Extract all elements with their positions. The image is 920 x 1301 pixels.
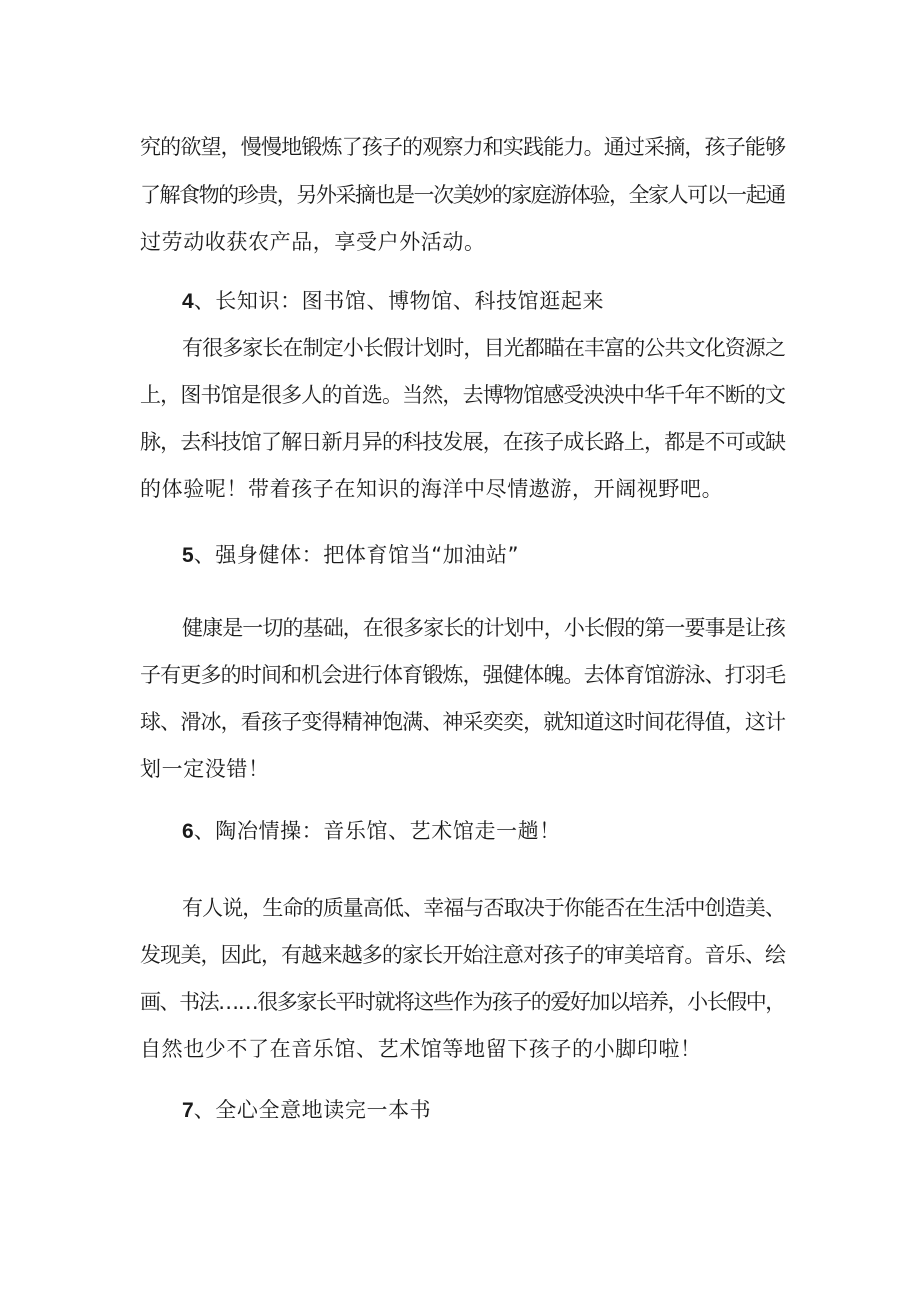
paragraph-line: 过劳动收获农产品，享受户外活动。 [140,230,486,254]
section-number: 7 [182,1099,194,1122]
paragraph-line: 发现美，因此，有越来越多的家长开始注意对孩子的审美培育。音乐、绘 [140,943,786,967]
paragraph-line: 健康是一切的基础，在很多家长的计划中，小长假的第一要事是让孩 [182,616,785,640]
paragraph-line: 子有更多的时间和机会进行体育锻炼，强健体魄。去体育馆游泳、打羽毛 [140,663,786,687]
paragraph-line: 脉，去科技馆了解日新月异的科技发展，在孩子成长路上，都是不可或缺 [140,430,786,454]
section-title: 、全心全意地读完一本书 [193,1098,432,1122]
paragraph-line: 有人说，生命的质量高低、幸福与否取决于你能否在生活中创造美、 [182,896,785,920]
section-heading-4 [182,286,604,316]
paragraph-line: 球、滑冰，看孩子变得精神饱满、神采奕奕，就知道这时间花得值，这计 [140,710,786,734]
section-title: 、强身健体：把体育馆当“加油站” [193,543,520,567]
section-number: 5 [182,544,194,567]
paragraph-line: 究的欲望，慢慢地锻炼了孩子的观察力和实践能力。通过采摘，孩子能够 [140,135,786,159]
paragraph-line: 划一定没错！ [140,757,270,781]
paragraph-line: 上，图书馆是很多人的首选。当然，去博物馆感受泱泱中华千年不断的文 [140,383,786,407]
paragraph-line: 的体验呢！带着孩子在知识的海洋中尽情遨游，开阔视野吧。 [140,477,724,501]
section-heading-6 [182,816,561,846]
section-heading-7 [182,1095,431,1125]
section-title: 、长知识：图书馆、博物馆、科技馆逛起来 [193,289,605,313]
paragraph-line: 自然也少不了在音乐馆、艺术馆等地留下孩子的小脚印啦！ [140,1037,702,1061]
paragraph-line: 画、书法……很多家长平时就将这些作为孩子的爱好加以培养，小长假中， [140,990,785,1014]
section-title: 、陶冶情操：音乐馆、艺术馆走一趟！ [193,819,561,843]
section-number: 6 [182,820,194,843]
paragraph-line: 有很多家长在制定小长假计划时，目光都瞄在丰富的公共文化资源之 [182,336,785,360]
section-number: 4 [182,290,194,313]
paragraph-line: 了解食物的珍贵，另外采摘也是一次美妙的家庭游体验，全家人可以一起通 [140,183,785,207]
section-heading-5 [182,540,519,570]
